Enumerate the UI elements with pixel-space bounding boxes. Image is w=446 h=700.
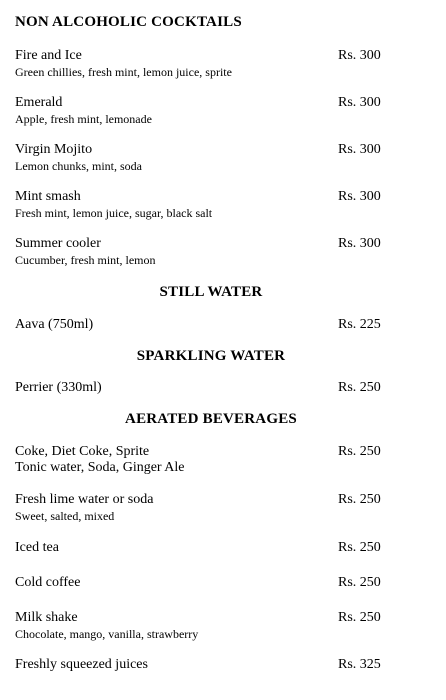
menu-item-virgin-mojito	[15, 142, 381, 174]
item-price: Rs. 300	[338, 95, 381, 110]
menu-item-mint-smash	[15, 189, 381, 221]
menu-item-summer-cooler	[15, 236, 381, 268]
item-description: Fresh mint, lemon juice, sugar, black salt	[15, 206, 213, 220]
item-description: Lemon chunks, mint, soda	[15, 159, 142, 173]
item-name: Milk shake	[15, 610, 78, 625]
menu-item-fire-and-ice	[15, 48, 381, 80]
item-description: Cucumber, fresh mint, lemon	[15, 253, 156, 267]
menu-item-fresh-lime	[15, 492, 381, 524]
item-description: Sweet, salted, mixed	[15, 509, 115, 523]
item-name: Freshly squeezed juices	[15, 657, 148, 672]
item-name: Emerald	[15, 95, 63, 110]
section-title-non-alcoholic-cocktails: NON ALCOHOLIC COCKTAILS	[15, 14, 242, 30]
item-name: Perrier (330ml)	[15, 380, 102, 395]
item-price: Rs. 250	[338, 492, 381, 507]
menu-item-cold-coffee	[15, 575, 381, 591]
item-name: Fire and Ice	[15, 48, 82, 63]
item-price: Rs. 250	[338, 540, 381, 555]
menu-item-iced-tea	[15, 540, 381, 556]
item-price: Rs. 250	[338, 380, 381, 395]
menu-item-perrier	[15, 380, 381, 396]
item-name: Fresh lime water or soda	[15, 492, 154, 507]
item-price: Rs. 225	[338, 317, 381, 332]
item-description: Tonic water, Soda, Ginger Ale	[15, 460, 185, 475]
item-description: Apple, fresh mint, lemonade	[15, 112, 152, 126]
menu-item-coke	[15, 444, 381, 476]
item-price: Rs. 250	[338, 444, 381, 459]
item-description: Green chillies, fresh mint, lemon juice, sprite	[15, 65, 232, 79]
item-price: Rs. 325	[338, 657, 381, 672]
menu-item-emerald	[15, 95, 381, 127]
item-price: Rs. 250	[338, 610, 381, 625]
item-price: Rs. 250	[338, 575, 381, 590]
section-title-sparkling-water: SPARKLING WATER	[136, 348, 286, 364]
item-price: Rs. 300	[338, 189, 381, 204]
item-name: Aava (750ml)	[15, 317, 94, 332]
item-name: Summer cooler	[15, 236, 101, 251]
menu-item-freshly-squeezed-juices	[15, 657, 381, 673]
item-price: Rs. 300	[338, 142, 381, 157]
item-description: Chocolate, mango, vanilla, strawberry	[15, 627, 199, 641]
section-title-still-water: STILL WATER	[159, 284, 263, 300]
menu-item-aava	[15, 317, 381, 333]
section-title-aerated-beverages: AERATED BEVERAGES	[125, 411, 297, 427]
item-name: Coke, Diet Coke, Sprite	[15, 444, 150, 459]
item-price: Rs. 300	[338, 236, 381, 251]
menu-item-milk-shake	[15, 610, 381, 642]
item-name: Iced tea	[15, 540, 59, 555]
item-name: Mint smash	[15, 189, 81, 204]
item-name: Virgin Mojito	[15, 142, 93, 157]
item-name: Cold coffee	[15, 575, 81, 590]
item-price: Rs. 300	[338, 48, 381, 63]
